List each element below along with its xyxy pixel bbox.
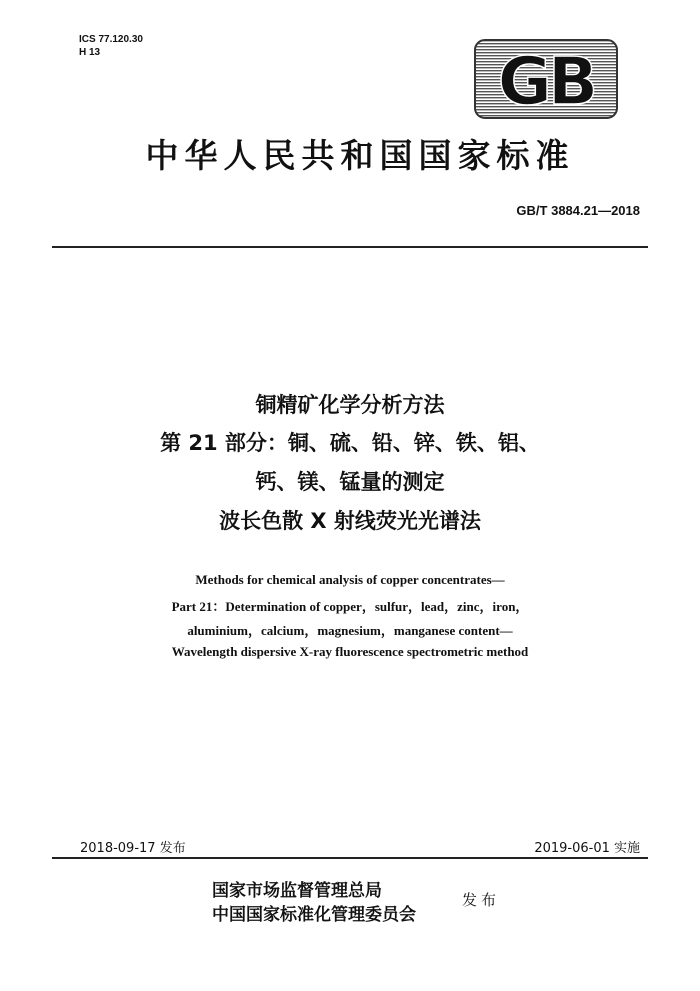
issuer-sac: 中国国家标准化管理委员会: [212, 905, 416, 925]
title-zh-line-3: 钙、镁、锰量的测定: [255, 470, 445, 494]
footer-divider: [52, 857, 648, 859]
gb-logo-icon: [471, 34, 621, 124]
title-en-line-1: Methods for chemical analysis of copper concentrates—: [195, 572, 505, 587]
implementation-date: 2019-06-01 实施: [534, 841, 640, 856]
issue-label: 发布: [462, 891, 501, 909]
title-zh-line-4: 波长色散 X 射线荧光光谱法: [219, 509, 481, 533]
title-en-line-3: aluminium，calcium，magnesium，manganese content—: [187, 623, 513, 638]
title-en-line-2: Part 21：Determination of copper，sulfur，lead，zinc，iron，: [171, 599, 529, 614]
national-standard-title: 中华人民共和国国家标准: [145, 136, 575, 175]
title-zh-line-1: 铜精矿化学分析方法: [255, 393, 445, 417]
title-en-line-4: Wavelength dispersive X-ray fluorescence spectrometric method: [171, 644, 529, 659]
logo-text: GB: [497, 43, 595, 120]
ics-code: ICS 77.120.30: [79, 34, 143, 45]
standard-number: GB/T 3884.21—2018: [516, 203, 640, 218]
ccs-code: H 13: [79, 47, 101, 58]
issuer-samr: 国家市场监督管理总局: [212, 881, 382, 901]
header-divider: [52, 246, 648, 248]
issue-date: 2018-09-17 发布: [80, 841, 186, 856]
title-zh-line-2: 第 21 部分：铜、硫、铅、锌、铁、铝、: [160, 431, 540, 455]
